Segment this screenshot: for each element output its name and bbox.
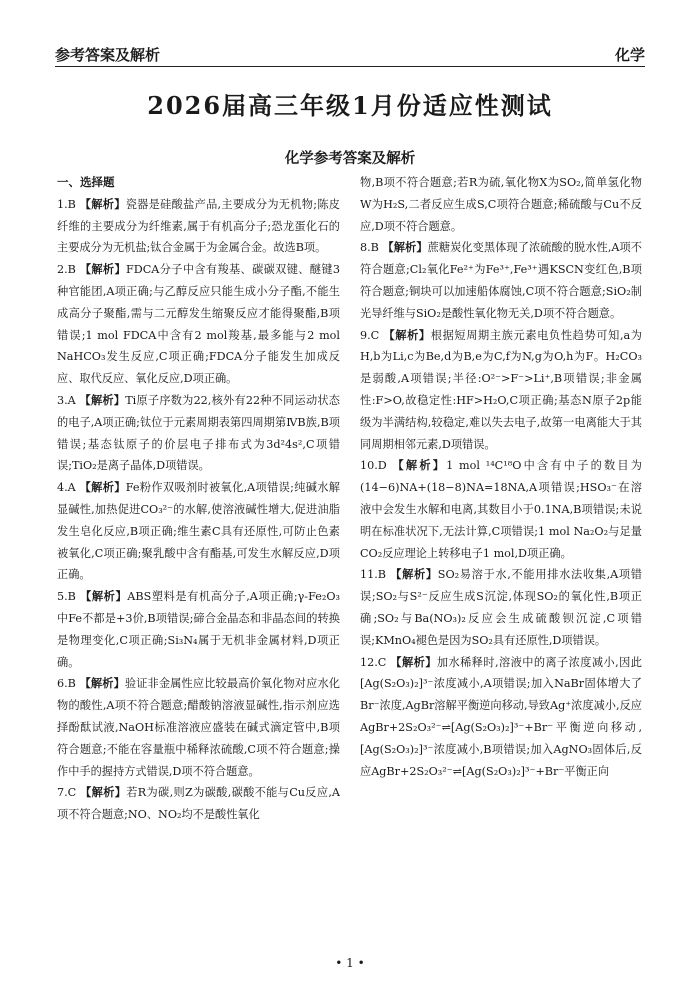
answer-tag: 【解析】 [392,459,447,473]
answer-tag: 【解析】 [79,393,126,407]
answer-item [360,564,642,651]
answer-tag: 【解析】 [79,677,125,691]
answer-tag: 【解析】 [80,786,127,800]
answer-number: 12.C [360,655,391,669]
answer-text: 根据短周期主族元素电负性趋势可知,a为H,b为Li,c为Be,d为B,e为C,f为N,g为O,h为F。H₂CO₃是弱酸,A项错误;半径:O²⁻>F⁻>Li⁺,B项错误;非金属性:F>O,故稳定性:HF>H₂O,C项正确;基态N原子2p能级为半满结构,较稳定,难以失去电子,故第一电离能大于其同周期相邻元素,D项错误。 [360,328,642,451]
answer-item [57,782,340,826]
answer-text: 加水稀释时,溶液中的离子浓度减小,因此[Ag(S₂O₃)₂]³⁻浓度减小,A项错误;加入NaBr固体增大了Br⁻浓度,AgBr溶解平衡逆向移动,导致Ag⁺浓度减小,反应AgBr+2S₂O₃²⁻⇌[Ag(S₂O₃)₂]³⁻+Br⁻平衡逆向移动,[Ag(S₂O₃)₂]³⁻浓度减小,B项错误;加入AgNO₃固体后,反应AgBr+2S₂O₃²⁻⇌[Ag(S₂O₃)₂]³⁻+Br⁻平衡正向 [360,655,642,778]
answer-text: 瓷器是硅酸盐产品,主要成分为无机物;陈皮纤维的主要成分为纤维素,属于有机高分子;恐龙蛋化石的主要成分为无机盐;钛合金属于为金属合金。故选B项。 [57,197,340,255]
answer-tag: 【解析】 [383,328,431,342]
left-column [57,172,340,826]
page-number: • 1 • [335,956,365,970]
answer-number: 4.A [57,481,80,495]
answer-item [57,586,340,673]
answer-number: 9.C [360,328,384,342]
page-header [55,44,645,67]
answer-tag: 【解析】 [390,568,438,582]
answer-item [360,172,642,237]
left-answer-list [57,194,340,826]
answer-item [360,237,642,324]
page-subtitle: 化学参考答案及解析 [284,151,416,167]
answer-item [360,325,642,456]
answer-text: Fe粉作双吸剂时被氧化,A项错误;纯碱水解显碱性,加热促进CO₃²⁻的水解,使溶液碱性增大,促进油脂发生皂化反应,B项正确;维生素C具有还原性,可防止色素被氧化,C项正确;聚乳酸中含有酯基,可发生水解反应,D项正确。 [57,481,340,582]
section-heading: 一、选择题 [57,175,115,189]
answer-number: 8.B [360,241,383,255]
answer-item [360,455,642,564]
answer-number: 11.B [360,568,391,582]
answer-text: 若R为碳,则Z为碳酸,碳酸不能与Cu反应,A项不符合题意;NO、NO₂均不是酸性氧化 [57,786,340,822]
answer-text: ABS塑料是有机高分子,A项正确;γ-Fe₂O₃中Fe不都是+3价,B项错误;碲合金晶态和非晶态间的转换是物理变化,C项正确;Si₃N₄属于无机非金属材料,D项正确。 [57,590,340,669]
answer-text: FDCA分子中含有羧基、碳碳双键、醚键3种官能团,A项正确;与乙醇反应只能生成小分子酯,不能生成高分子聚酯,需与二元醇发生缩聚反应才能得聚酯,B项错误;1 mol FDCA中含有2 mol羧基,最多能与2 mol NaHCO₃发生反应,C项正确;FDCA分子能发生加成反应、取代反应、氧化反应,D项正确。 [57,263,340,386]
right-answer-list [360,172,642,782]
answer-number: 7.C [57,786,81,800]
answer-item [360,652,642,783]
answer-number: 1.B [57,197,80,211]
answer-item [57,259,340,390]
answer-text: 验证非金属性应比较最高价氧化物对应水化物的酸性,A项不符合题意;醋酸钠溶液显碱性,指示剂应选择酚酞试液,NaOH标准溶液应盛装在碱式滴定管中,B项符合题意;不能在容量瓶中稀释浓硫酸,C项不符合题意;操作中手的握持方式错误,D项不符合题意。 [57,677,340,778]
answer-number: 5.B [57,590,81,604]
answer-item [57,194,340,259]
answer-tag: 【解析】 [79,263,126,277]
answer-number: 6.B [57,677,80,691]
header-left-label: 参考答案及解析 [55,46,161,64]
answer-text: Ti原子序数为22,核外有22种不同运动状态的电子,A项正确;钛位于元素周期表第四周期第ⅣB族,B项错误;基态钛原子的价层电子排布式为3d²4s²,C项错误;TiO₂是离子晶体,D项错误。 [57,393,340,473]
answer-number: 10.D [360,459,393,473]
answer-text: 蔗糖炭化变黑体现了浓硫酸的脱水性,A项不符合题意;Cl₂氧化Fe²⁺为Fe³⁺,Fe³⁺遇KSCN变红色,B项符合题意;铜块可以加速船体腐蚀,C项不符合题意;SiO₂制光导纤维与SiO₂是酸性氧化物无关,D项不符合题意。 [360,241,642,320]
answer-text: 1 mol ¹⁴C¹⁸O中含有中子的数目为(14−6)NA+(18−8)NA=18NA,A项错误;HSO₃⁻在溶液中会发生水解和电离,其数目小于0.1NA,B项错误;未说明在标准状况下,无法计算,C项错误;1 mol Na₂O₂与足量CO₂反应理论上转移电子1 mol,D项正确。 [360,459,642,560]
answer-text: SO₂易溶于水,不能用排水法收集,A项错误;SO₂与S²⁻反应生成S沉淀,体现SO₂的氧化性,B项正确;SO₂与Ba(NO₃)₂反应会生成硫酸钡沉淀,C项错误;KMnO₄褪色是因为SO₂具有还原性,D项错误。 [360,568,642,647]
header-subject-label: 化学 [614,46,645,64]
answer-item [57,390,340,477]
answer-tag: 【解析】 [390,655,437,669]
answer-tag: 【解析】 [80,590,128,604]
answer-text: 物,B项不符合题意;若R为硫,氧化物X为SO₂,简单氢化物W为H₂S,二者反应生成S,C项符合题意;稀硫酸与Cu不反应,D项不符合题意。 [360,176,642,233]
answer-item [57,477,340,586]
answer-tag: 【解析】 [79,481,126,495]
answer-item [57,673,340,782]
answer-number: 2.B [57,263,80,277]
answer-number: 3.A [57,393,80,407]
right-column [360,172,642,782]
answer-tag: 【解析】 [382,241,428,255]
page-title: 2026届高三年级1月份适应性测试 [147,91,553,120]
answer-tag: 【解析】 [79,197,126,211]
